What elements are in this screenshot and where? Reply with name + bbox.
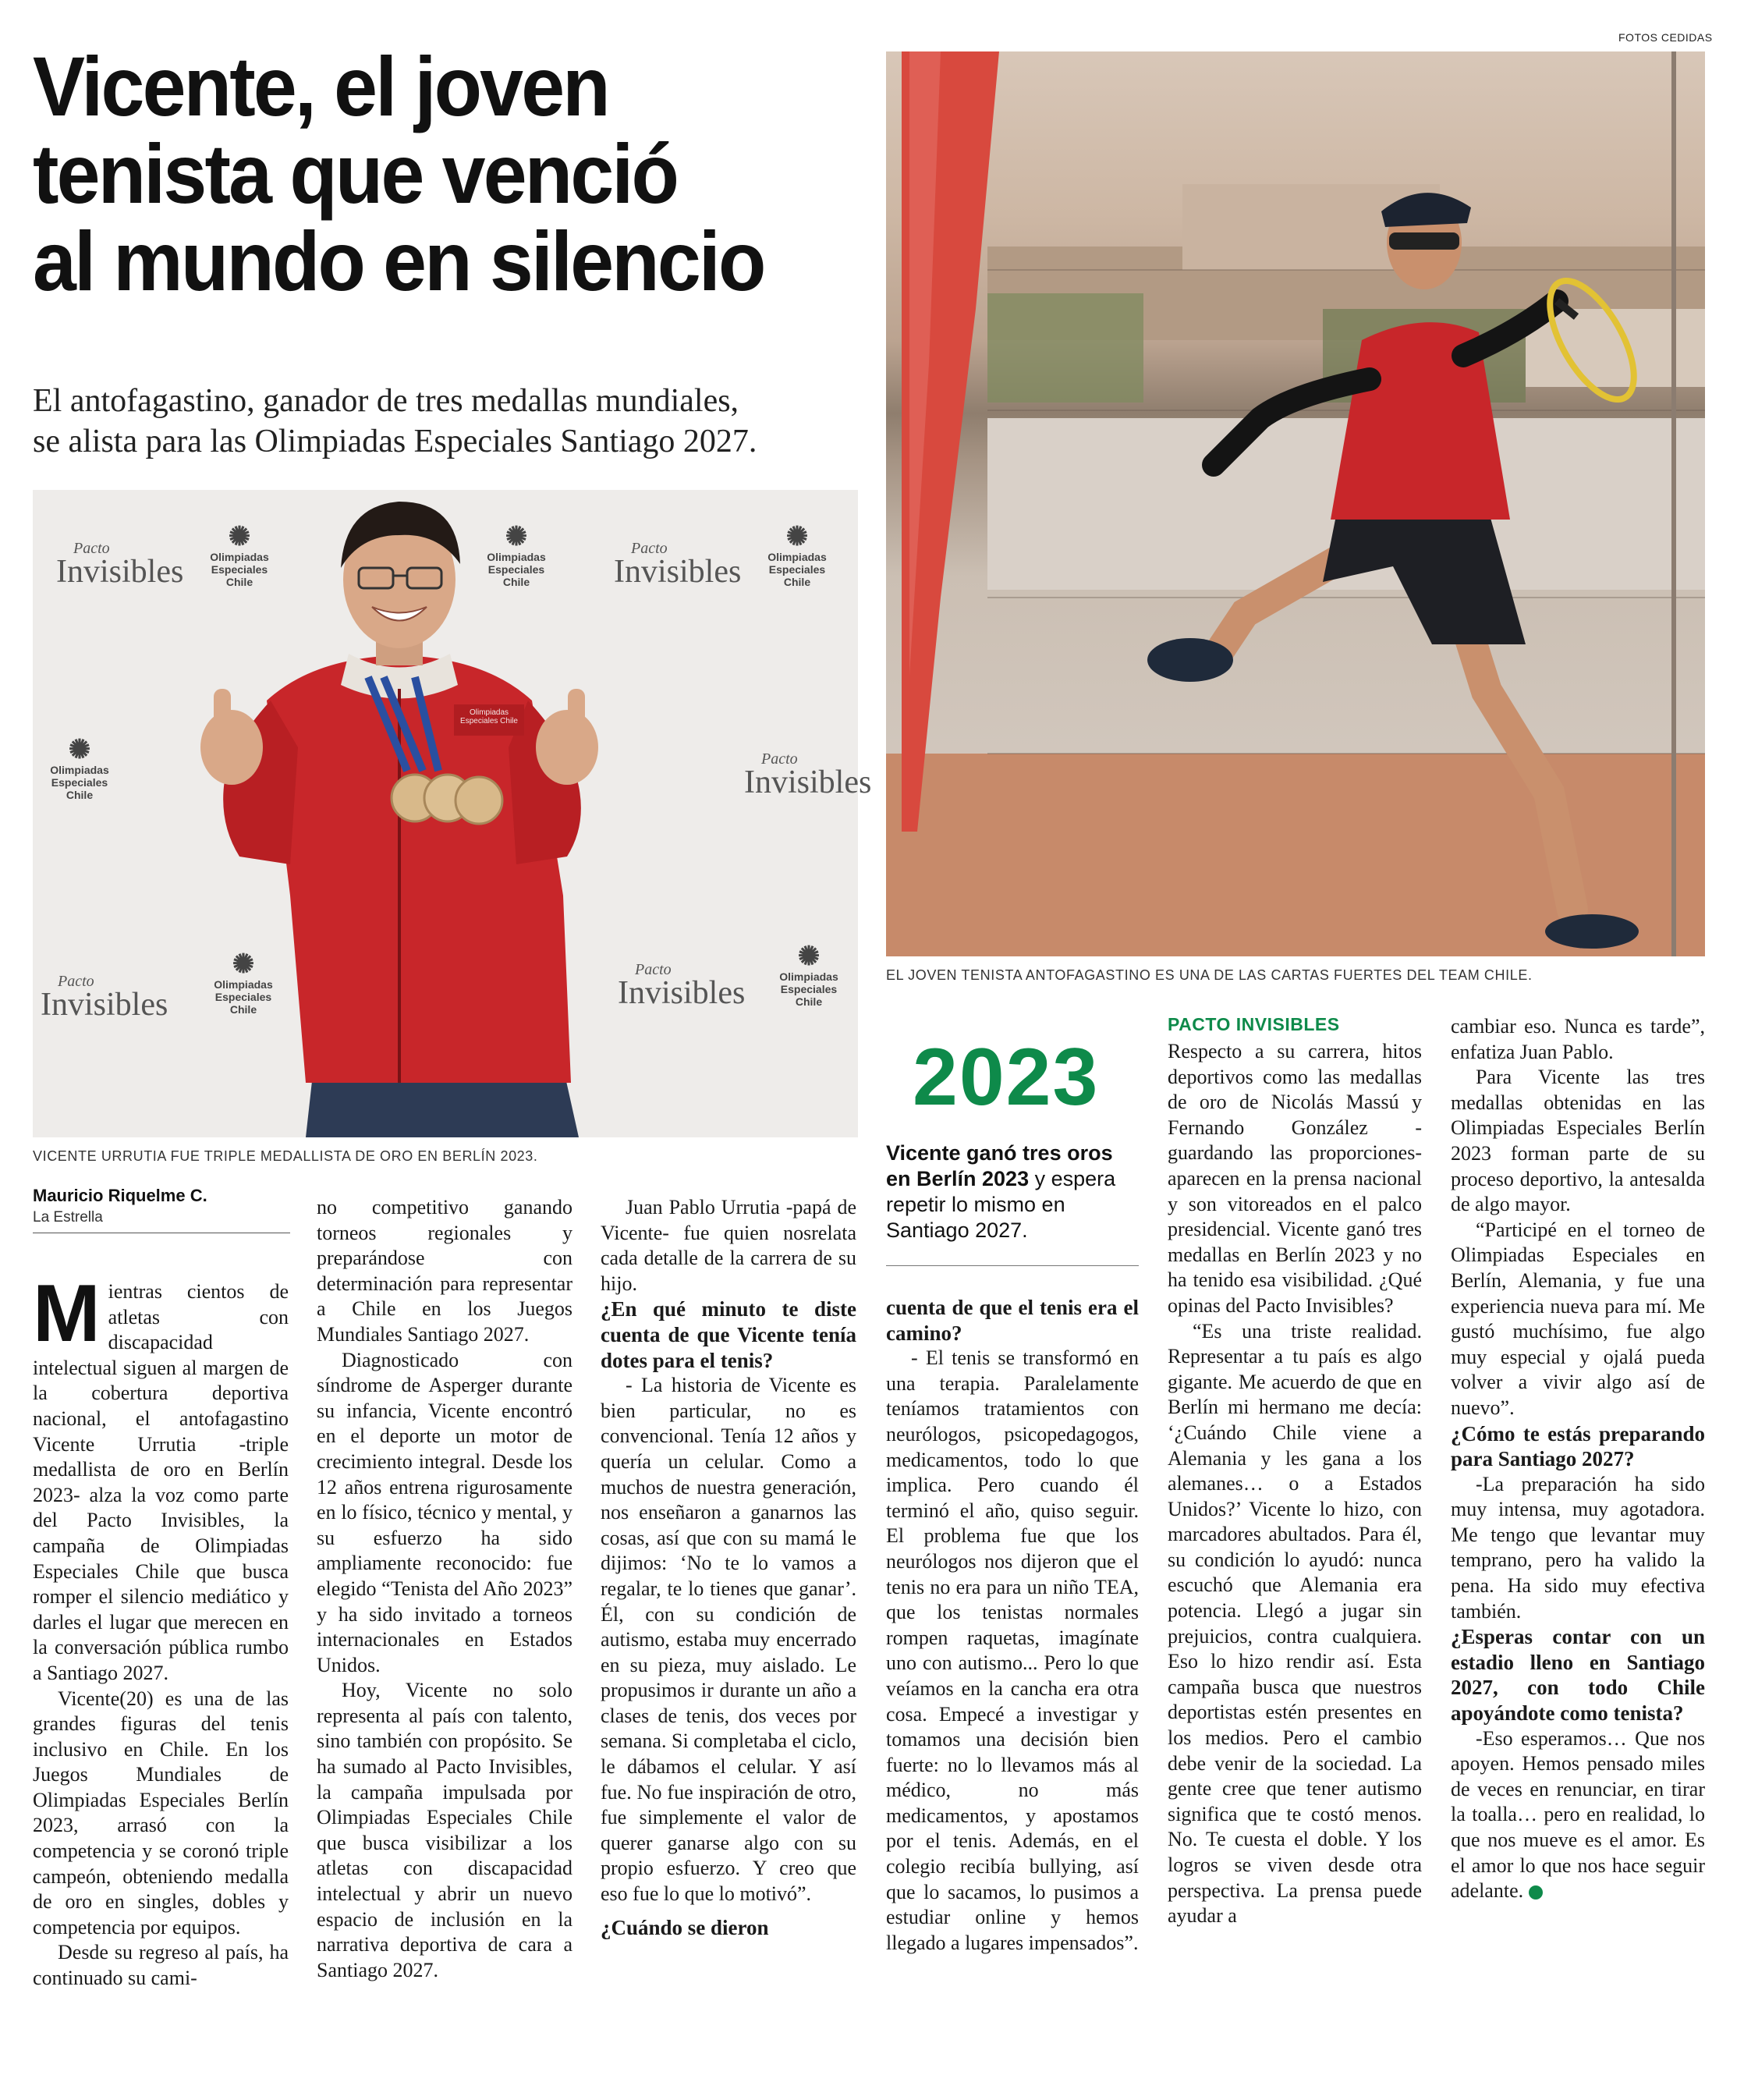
article-column-2 [317,1195,572,1983]
sidebar-text: Vicente ganó tres oros en Berlín 2023 y espera repetir lo mismo en Santiago 2027. [886,1141,1116,1242]
end-of-article-icon: ✿ [1529,1885,1543,1900]
subheadline [33,381,860,462]
author-name: Mauricio Riquelme C. [33,1186,207,1205]
article-paragraph: cambiar eso. Nunca es tarde”, enfatiza Juan Pablo. [1451,1015,1705,1063]
olimpiadas-especiales-logo: ✺ Olimpiadas Especiales Chile [487,522,546,588]
subheadline-line-2: se alista para las Olimpiadas Especiales Santiago 2027. [33,424,757,459]
olimpiadas-especiales-logo: ✺ Olimpiadas Especiales Chile [210,522,269,588]
article-column-4 [886,1295,1139,1956]
article-paragraph: - La historia de Vicente es bien particular, no es convencional. Tenía 12 años y quería un celular. Como a muchos de nuestra generación, nos enseñaron a ganarnos las cosas, así que con su mamá le dijimos: ‘No te lo vamos a regalar, te lo tienes que ganar’. Él, con su condición de autismo, estaba muy encerrado en su pieza, muy aislado. Le propusimos ir durante un año a clases de tenis, dos veces por semana. Si completaba el ciclo, le dábamos el celular. Y así fue. No fue inspiración de otro, fue simplemente el valor de querer ganarse algo con su propio esfuerzo. Y creo que eso fue lo que lo motivó”. [601,1374,856,1906]
pacto-invisibles-logo: Pacto Invisibles [618,961,746,1011]
pacto-invisibles-logo: Pacto Invisibles [744,750,872,800]
article-paragraph: Respecto a su carrera, hitos deportivos como las medallas de oro de Nicolás Massú y Fernando González -guardando las proporciones- aparecen en la prensa nacional y son vitoreados en el palco presidencial. Vicente ganó tres medallas en Berlín 2023 y no ha tenido esa visibilidad. ¿Qué opinas del Pacto Invisibles? [1168,1040,1422,1317]
olimpiadas-especiales-logo: ✺ Olimpiadas Especiales Chile [779,942,838,1008]
pacto-invisibles-logo: Pacto Invisibles [56,540,184,590]
article-paragraph: “Es una triste realidad. Representar a tu país es algo gigante. Me acuerdo de que en Berlín mi hermano me decía: ‘¿Cuándo Chile viene a Alemania y les gana a los alemanes… o a Estados Unidos?’ Vicente lo hizo, con marcadores abultados. Para él, su condición lo ayudó: nunca escuchó que Alemania era potencia. Llegó a jugar sin prejuicios, contra cualquiera. Eso lo hizo rendir así. Esta campaña busca que nuestros deportistas estén presentes en los medios. Pero el cambio debe venir de la sociedad. La gente cree que tener autismo significa que te costó menos. No. Te cuesta el doble. Y los logros se viven desde otra perspectiva. La prensa puede ayudar a [1168,1319,1422,1928]
article-paragraph: - El tenis se transformó en una terapia. Paralelamente teníamos tratamientos con neurólogos, psicopedagogos, medicamentos, todo lo que implica. Pero cuando él terminó el año, quiso seguir. El problema fue que los neurólogos nos dijeron que el tenis no era para un niño TEA, que los tenistas normales rompen raquetas, imagínate uno con autismo... Pero lo que veíamos en la cancha era otra cosa. Empecé a investigar y tomamos una decisión bien fuerte: no lo llevamos más al médico, no más medicamentos, y apostamos por el tenis. Además, en el colegio recibía bullying, así que lo sacamos, lo pusimos a estudiar online y hemos llegado a lugares impensados”. [886,1346,1139,1954]
olimpiadas-especiales-logo: ✺ Olimpiadas Especiales Chile [50,735,109,801]
subheadline-line-1: El antofagastino, ganador de tres medallas mundiales, [33,383,739,419]
pacto-invisibles-logo: Pacto Invisibles [41,973,168,1023]
article-column-3 [601,1195,856,1940]
article-paragraph: -La preparación ha sido muy intensa, muy agotadora. Me tengo que levantar muy temprano, pero ha valido la pena. Ha sido muy efectiva también. [1451,1472,1705,1623]
olimpiadas-especiales-logo: ✺ Olimpiadas Especiales Chile [214,949,273,1016]
photo2-caption: EL JOVEN TENISTA ANTOFAGASTINO ES UNA DE LAS CARTAS FUERTES DEL TEAM CHILE. [886,967,1533,983]
photo-credit: FOTOS CEDIDAS [1618,31,1713,44]
photo1-caption: VICENTE URRUTIA FUE TRIPLE MEDALLISTA DE ORO EN BERLÍN 2023. [33,1148,538,1164]
article-paragraph: Para Vicente las tres medallas obtenidas en las Olimpiadas Especiales Berlín 2023 forman parte de su proceso deportivo, la antesalda de algo mayor. [1451,1066,1705,1216]
athlete-portrait-illustration [33,490,858,1137]
section-label: PACTO INVISIBLES [1168,1014,1340,1034]
article-paragraph: Desde su regreso al país, ha continuado su cami- [33,1941,289,1990]
interview-question: ¿Cuándo se dieron [601,1915,769,1939]
tennis-action-photo [886,51,1705,956]
sidebar-divider [886,1265,1139,1266]
article-paragraph: -Eso esperamos… Que nos apoyen. Hemos pensado miles de veces en renunciar, en tirar la toalla… pero en realidad, lo que nos mueve es el amor. Es el amor lo que nos hace seguir adelante. ✿ [1451,1726,1705,1903]
article-paragraph: Mientras cientos de atletas con discapacidad intelectual siguen al margen de la cobertura deportiva nacional, el antofagastino Vicente Urrutia -triple medallista de oro en Berlín 2023- alza la voz como parte del Pacto Invisibles, la campaña de Olimpiadas Especiales Chile que busca romper el silencio mediático y darles el lugar que merecen en la conversación pública rumbo a Santiago 2027. [33,1268,289,1684]
article-column-1 [33,1268,289,1992]
tennis-scene-illustration [886,51,1705,956]
pacto-invisibles-logo: Pacto Invisibles [614,540,742,590]
jacket-logo-text: Olimpiadas Especiales Chile [460,708,518,725]
article-paragraph: no competitivo ganando torneos regionales y preparándose con determinación para representar a Chile en los Juegos Mundiales Santiago 2027. [317,1196,572,1346]
olimpiadas-especiales-logo: ✺ Olimpiadas Especiales Chile [767,522,827,588]
sidebar-year: 2023 [913,1032,1100,1123]
headline-line-2: tenista que venció [33,126,678,221]
interview-question: ¿Esperas contar con un estadio lleno en Santiago 2027, con todo Chile apoyándote como tenista? [1451,1625,1705,1726]
outlet-name: La Estrella [33,1209,103,1226]
article-paragraph: Hoy, Vicente no solo representa al país con talento, sino también con propósito. Se ha sumado al Pacto Invisibles, la campaña impulsada por Olimpiadas Especiales Chile que busca visibilizar a los atletas con discapacidad intelectual y abrir un nuevo espacio de inclusión en la narrativa deportiva de cara a Santiago 2027. [317,1679,572,1981]
article-paragraph: Juan Pablo Urrutia -papá de Vicente- fue quien nosrelata cada detalle de la carrera de su hijo. [601,1196,856,1295]
interview-question: ¿Cómo te estás preparando para Santiago 2027? [1451,1421,1705,1471]
headline [33,39,816,308]
article-column-5 [1168,1039,1422,1929]
article-column-6 [1451,1014,1705,1904]
headline-line-3: al mundo en silencio [33,214,764,308]
article-paragraph: “Participé en el torneo de Olimpiadas Especiales en Berlín, Alemania, y fue una experiencia nueva para mí. Me gustó muchísimo, fue algo muy especial y ojalá pueda volver a vivir algo así de nuevo”. [1451,1218,1705,1419]
drop-cap: M [33,1268,101,1359]
interview-question: ¿En qué minuto te diste cuenta de que Vicente tenía dotes para el tenis? [601,1297,856,1372]
interview-question: cuenta de que el tenis era el camino? [886,1296,1139,1345]
article-paragraph: Diagnosticado con síndrome de Asperger durante su infancia, Vicente encontró en el deporte un motor de crecimiento integral. Desde los 12 años entrena rigurosamente en lo físico, técnico y mental, y su esfuerzo ha sido ampliamente reconocido: fue elegido “Tenista del Año 2023” y ha sido invitado a torneos internacionales en Estados Unidos. [317,1348,572,1676]
headline-line-1: Vicente, el joven [33,39,608,133]
byline [33,1186,207,1226]
article-paragraph: Vicente(20) es una de las grandes figuras del tenis inclusivo en Chile. En los Juegos Mundiales de Olimpiadas Especiales Berlín 2023, arrasó con la competencia y se coronó triple campeón, obteniendo medalla de oro en singles, dobles y competencia por equipos. [33,1687,289,1939]
portrait-photo [33,490,872,1137]
